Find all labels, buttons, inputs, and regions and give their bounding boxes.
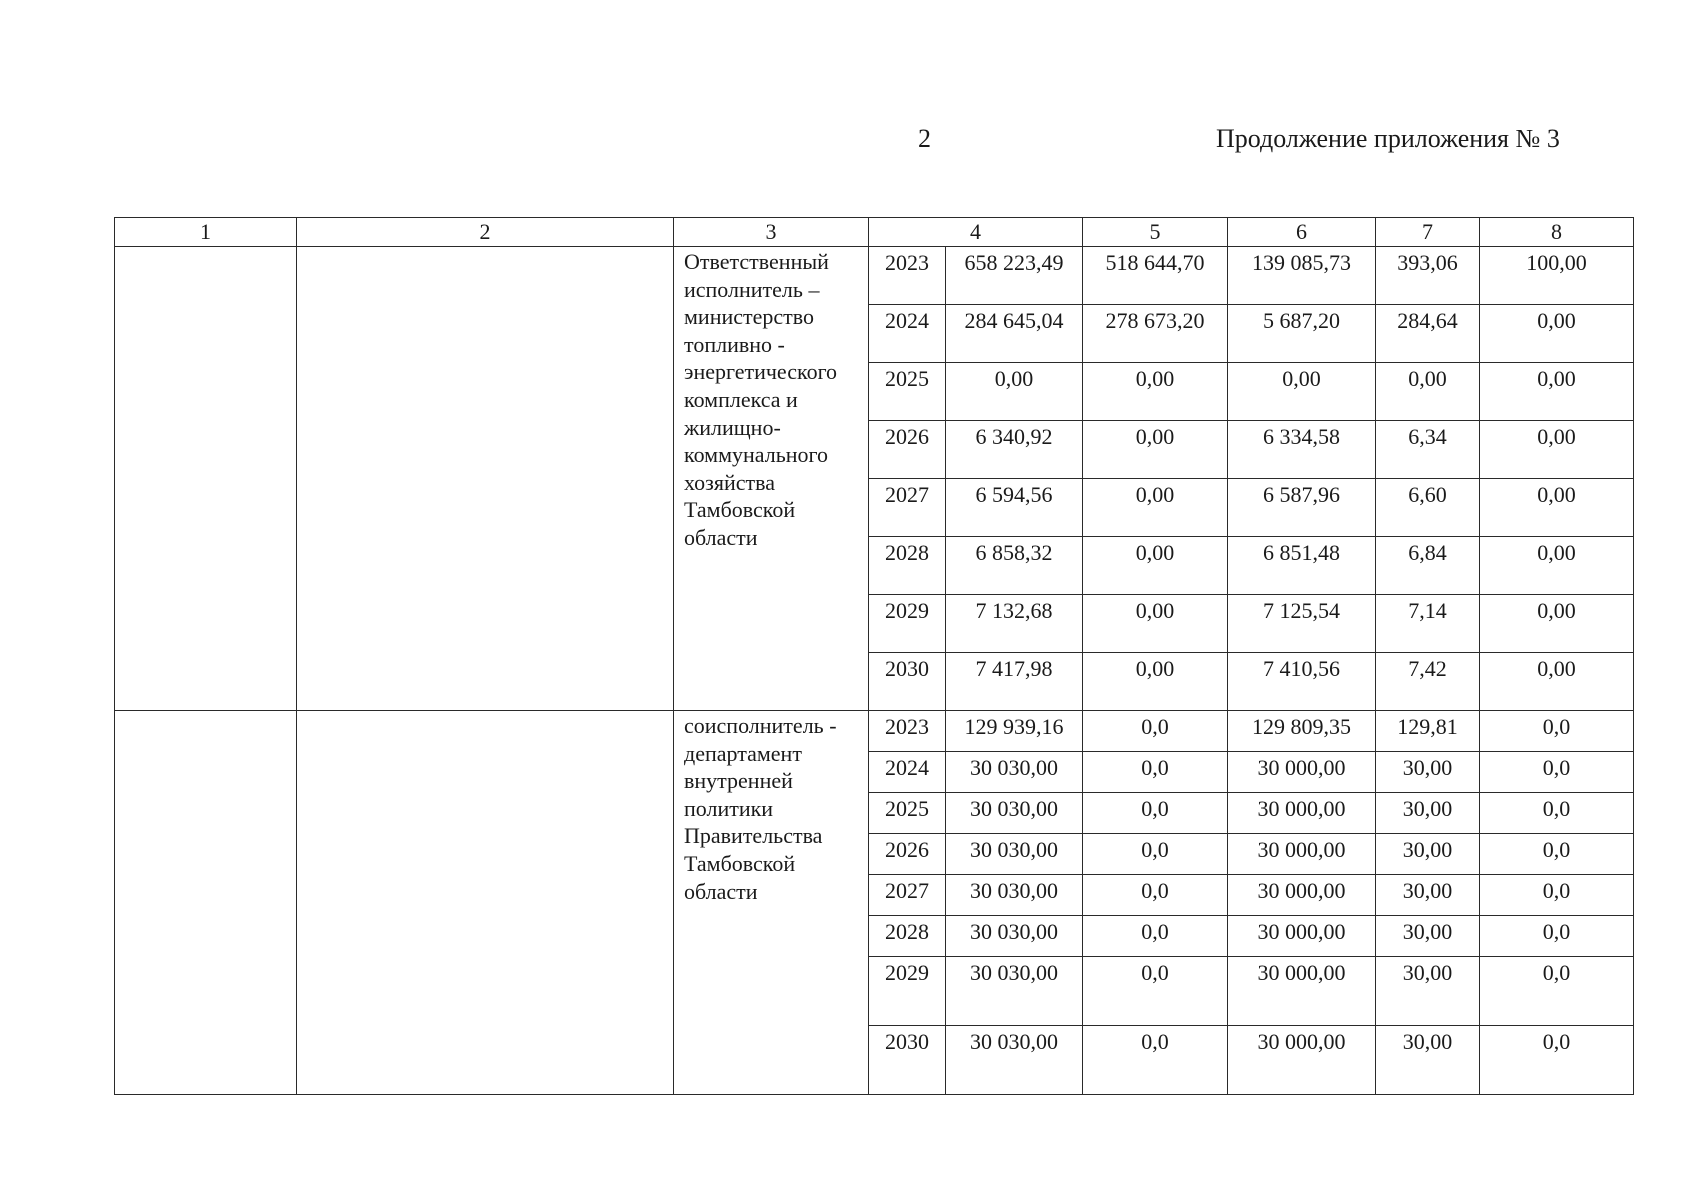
value-cell: 0,0 (1083, 752, 1228, 793)
year-cell: 2026 (869, 421, 946, 479)
value-cell: 0,0 (1083, 793, 1228, 834)
year-cell: 2025 (869, 793, 946, 834)
value-cell: 30,00 (1376, 834, 1480, 875)
value-cell: 139 085,73 (1228, 247, 1376, 305)
value-cell: 30,00 (1376, 916, 1480, 957)
column-number: 1 (115, 218, 297, 247)
column-number: 5 (1083, 218, 1228, 247)
year-cell: 2026 (869, 834, 946, 875)
year-cell: 2030 (869, 1026, 946, 1095)
year-cell: 2028 (869, 537, 946, 595)
value-cell: 5 687,20 (1228, 305, 1376, 363)
group-main-executor (115, 247, 1634, 711)
value-cell: 30 030,00 (946, 957, 1083, 1026)
value-cell: 0,0 (1083, 957, 1228, 1026)
value-cell: 30 030,00 (946, 752, 1083, 793)
column-number: 6 (1228, 218, 1376, 247)
value-cell: 278 673,20 (1083, 305, 1228, 363)
value-cell: 30 000,00 (1228, 957, 1376, 1026)
value-cell: 7 125,54 (1228, 595, 1376, 653)
year-cell: 2029 (869, 595, 946, 653)
column-number: 2 (297, 218, 674, 247)
year-cell: 2028 (869, 916, 946, 957)
value-cell: 0,00 (1480, 653, 1634, 711)
value-cell: 0,0 (1480, 957, 1634, 1026)
empty-cell (115, 247, 297, 711)
value-cell: 6,34 (1376, 421, 1480, 479)
column-number: 4 (869, 218, 1083, 247)
table-row (115, 247, 1634, 305)
value-cell: 0,0 (1480, 752, 1634, 793)
value-cell: 7 417,98 (946, 653, 1083, 711)
page-number: 2 (918, 124, 931, 153)
value-cell: 100,00 (1480, 247, 1634, 305)
value-cell: 0,00 (1083, 363, 1228, 421)
year-cell: 2027 (869, 875, 946, 916)
year-cell: 2024 (869, 752, 946, 793)
value-cell: 129,81 (1376, 711, 1480, 752)
value-cell: 30,00 (1376, 875, 1480, 916)
value-cell: 0,00 (1083, 537, 1228, 595)
value-cell: 0,0 (1480, 875, 1634, 916)
value-cell: 0,00 (1480, 479, 1634, 537)
value-cell: 284,64 (1376, 305, 1480, 363)
year-cell: 2023 (869, 247, 946, 305)
year-cell: 2025 (869, 363, 946, 421)
value-cell: 518 644,70 (1083, 247, 1228, 305)
value-cell: 30 000,00 (1228, 916, 1376, 957)
value-cell: 30 000,00 (1228, 1026, 1376, 1095)
value-cell: 393,06 (1376, 247, 1480, 305)
column-number: 3 (674, 218, 869, 247)
value-cell: 6 334,58 (1228, 421, 1376, 479)
year-cell: 2027 (869, 479, 946, 537)
value-cell: 30 000,00 (1228, 752, 1376, 793)
column-number: 8 (1480, 218, 1634, 247)
value-cell: 0,00 (1083, 653, 1228, 711)
value-cell: 0,0 (1480, 834, 1634, 875)
value-cell: 30 030,00 (946, 1026, 1083, 1095)
year-cell: 2030 (869, 653, 946, 711)
value-cell: 0,0 (1083, 875, 1228, 916)
value-cell: 6,84 (1376, 537, 1480, 595)
value-cell: 7,14 (1376, 595, 1480, 653)
value-cell: 0,00 (1480, 595, 1634, 653)
value-cell: 0,00 (1480, 537, 1634, 595)
value-cell: 0,0 (1480, 1026, 1634, 1095)
value-cell: 0,00 (1376, 363, 1480, 421)
value-cell: 129 939,16 (946, 711, 1083, 752)
value-cell: 30 000,00 (1228, 793, 1376, 834)
value-cell: 30 030,00 (946, 875, 1083, 916)
executor-cell: соисполнитель - департамент внутренней политики Правительства Тамбовской области (674, 711, 869, 1095)
value-cell: 30,00 (1376, 752, 1480, 793)
value-cell: 30 030,00 (946, 793, 1083, 834)
value-cell: 30 000,00 (1228, 834, 1376, 875)
value-cell: 0,0 (1083, 916, 1228, 957)
value-cell: 7,42 (1376, 653, 1480, 711)
value-cell: 0,0 (1480, 793, 1634, 834)
value-cell: 6 340,92 (946, 421, 1083, 479)
column-number: 7 (1376, 218, 1480, 247)
empty-cell (115, 711, 297, 1095)
value-cell: 30 030,00 (946, 916, 1083, 957)
executor-cell: Ответственный исполнитель – министерство топливно - энергетического комплекса и жилищно-коммунального хозяйства Тамбовской области (674, 247, 869, 711)
group-co-executor (115, 711, 1634, 1095)
column-number-row (115, 218, 1634, 247)
value-cell: 6 851,48 (1228, 537, 1376, 595)
empty-cell (297, 247, 674, 711)
value-cell: 30 000,00 (1228, 875, 1376, 916)
value-cell: 7 410,56 (1228, 653, 1376, 711)
value-cell: 284 645,04 (946, 305, 1083, 363)
year-cell: 2029 (869, 957, 946, 1026)
empty-cell (297, 711, 674, 1095)
value-cell: 0,0 (1083, 834, 1228, 875)
value-cell: 6 587,96 (1228, 479, 1376, 537)
value-cell: 0,00 (1480, 421, 1634, 479)
value-cell: 0,00 (1480, 363, 1634, 421)
value-cell: 0,0 (1083, 1026, 1228, 1095)
value-cell: 0,00 (1083, 595, 1228, 653)
value-cell: 129 809,35 (1228, 711, 1376, 752)
value-cell: 6 858,32 (946, 537, 1083, 595)
value-cell: 6 594,56 (946, 479, 1083, 537)
value-cell: 0,0 (1480, 916, 1634, 957)
value-cell: 30,00 (1376, 1026, 1480, 1095)
budget-table (114, 217, 1634, 1095)
value-cell: 0,00 (1083, 479, 1228, 537)
appendix-title: Продолжение приложения № 3 (1216, 124, 1560, 153)
value-cell: 658 223,49 (946, 247, 1083, 305)
value-cell: 7 132,68 (946, 595, 1083, 653)
value-cell: 0,00 (1228, 363, 1376, 421)
table-row (115, 711, 1634, 752)
value-cell: 6,60 (1376, 479, 1480, 537)
value-cell: 0,0 (1480, 711, 1634, 752)
value-cell: 0,00 (946, 363, 1083, 421)
value-cell: 30,00 (1376, 957, 1480, 1026)
value-cell: 30 030,00 (946, 834, 1083, 875)
value-cell: 0,0 (1083, 711, 1228, 752)
value-cell: 0,00 (1480, 305, 1634, 363)
year-cell: 2024 (869, 305, 946, 363)
year-cell: 2023 (869, 711, 946, 752)
value-cell: 0,00 (1083, 421, 1228, 479)
value-cell: 30,00 (1376, 793, 1480, 834)
